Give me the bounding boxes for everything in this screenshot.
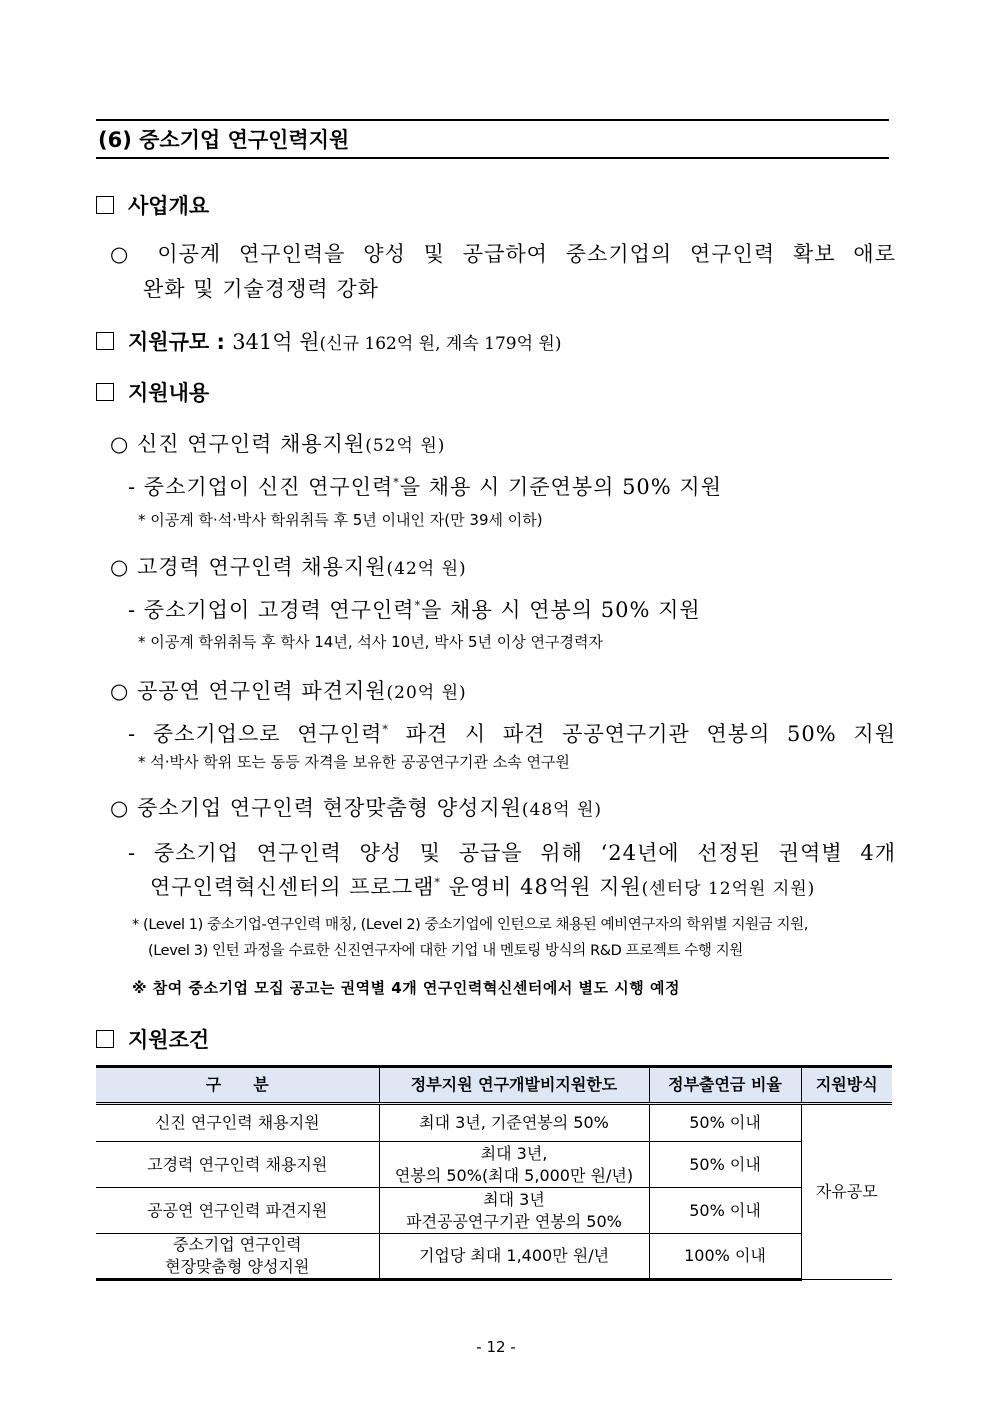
program-title: 공공연 연구인력 파견지원 [137,679,387,703]
desc-text: 중소기업 연구인력 양성 및 공급을 위해 ‘24년에 선정된 권역별 4개 [153,841,896,865]
limit-cell [379,1142,649,1188]
desc-text: 을 채용 시 기준연봉의 50% 지원 [399,475,722,499]
conditions-heading [96,1024,209,1054]
overview-text: 이공계 연구인력을 양성 및 공급하여 중소기업의 연구인력 확보 애로 [157,242,896,266]
category-line: 현장맞춤형 양성지원 [165,1257,310,1276]
title-top-rule [96,119,889,121]
program-item [110,551,467,581]
program-amount: (52억 원) [365,436,446,456]
program-desc [128,837,896,867]
category-cell: 고경력 연구인력 채용지원 [96,1142,379,1188]
circle-bullet-icon: ○ [110,796,130,820]
table-row [96,1188,892,1234]
level-note: * (Level 1) 중소기업-연구인력 매칭, (Level 2) 중소기업에 인턴으로 채용된 예비연구자의 학위별 지원금 지원, [132,917,808,933]
title-bottom-rule [96,157,889,159]
program-note: * 이공계 학위취득 후 학사 14년, 석사 10년, 박사 5년 이상 연구경력자 [138,633,603,651]
heading-text: 지원규모 [128,330,210,354]
limit-cell: 기업당 최대 1,400만 원/년 [379,1234,649,1280]
footnote-mark: * [434,876,441,889]
scale-total: 341억 원 [232,330,320,354]
program-item [110,428,445,458]
recruitment-notice: ※ 참여 중소기업 모집 공고는 권역별 4개 연구인력혁신센터에서 별도 시행 예정 [132,979,680,997]
category-cell [96,1234,379,1280]
table-row [96,1142,892,1188]
overview-bullet [110,238,896,268]
heading-text: 지원조건 [128,1028,210,1052]
program-item [110,792,602,822]
limit-line: 파견공공연구기관 연봉의 50% [406,1211,622,1231]
method-cell: 자유공모 [801,1104,892,1280]
desc-text: 을 채용 시 연봉의 50% 지원 [421,598,701,622]
ratio-cell: 50% 이내 [649,1104,801,1142]
desc-text: (센터당 12억원 지원) [641,879,816,899]
program-item [110,675,467,705]
desc-text: 중소기업이 고경력 연구인력 [143,598,415,622]
program-note: * 이공계 학·석·박사 학위취득 후 5년 이내인 자(만 39세 이하) [138,511,543,529]
circle-bullet-icon: ○ [110,555,130,579]
limit-line: 최대 3년, [480,1143,548,1163]
program-title: 고경력 연구인력 채용지원 [137,555,387,579]
program-desc [128,594,701,624]
desc-text: 연구인력혁신센터의 프로그램 [150,875,435,899]
category-line: 중소기업 연구인력 [172,1235,302,1254]
checkbox-square-icon [96,383,114,401]
limit-line: 연봉의 50%(최대 5,000만 원/년) [394,1165,634,1185]
column-header: 정부지원 연구개발비지원한도 [379,1067,649,1104]
circle-bullet-icon: ○ [110,679,130,703]
heading-text: 사업개요 [128,194,210,218]
column-header: 지원방식 [801,1067,892,1104]
dash-mark: - [128,598,137,622]
separator: : [216,330,225,354]
footnote-mark: * [393,476,400,489]
circle-bullet-icon: ○ [110,432,130,456]
dash-mark: - [128,841,137,865]
content-heading [96,377,209,407]
desc-text: 파견 시 파견 공공연구기관 연봉의 50% 지원 [388,722,896,746]
table-row [96,1104,892,1142]
ratio-cell: 50% 이내 [649,1188,801,1234]
ratio-cell: 100% 이내 [649,1234,801,1280]
ratio-cell: 50% 이내 [649,1142,801,1188]
limit-cell [379,1188,649,1234]
section-title: (6) 중소기업 연구인력지원 [98,128,350,152]
column-header: 구 분 [96,1067,379,1104]
category-cell: 신진 연구인력 채용지원 [96,1104,379,1142]
checkbox-square-icon [96,1030,114,1048]
conditions-table [96,1065,892,1281]
circle-bullet-icon: ○ [110,242,140,266]
category-cell: 공공연 연구인력 파견지원 [96,1188,379,1234]
program-amount: (20억 원) [386,683,467,703]
dash-mark: - [128,475,137,499]
dash-mark: - [128,722,137,746]
scale-detail: (신규 162억 원, 계속 179억 원) [319,334,562,354]
level-note-cont: (Level 3) 인턴 과정을 수료한 신진연구자에 대한 기업 내 멘토링 방식의 R&D 프로젝트 수행 지원 [148,943,743,959]
program-amount: (48억 원) [521,800,603,820]
program-desc [128,718,896,748]
column-header: 정부출연금 비율 [649,1067,801,1104]
program-amount: (42억 원) [386,559,467,579]
page-number: - 12 - [476,1338,516,1356]
program-note: * 석·박사 학위 또는 동등 자격을 보유한 공공연구기관 소속 연구원 [138,753,570,771]
program-desc [128,471,722,501]
table-header-row [96,1067,892,1104]
footnote-mark: * [382,723,389,736]
heading-text: 지원내용 [128,381,210,405]
checkbox-square-icon [96,332,114,350]
desc-text: 중소기업이 신진 연구인력 [143,475,394,499]
limit-line: 최대 3년 [483,1189,545,1209]
desc-text: 운영비 48억원 지원 [440,875,642,899]
checkbox-square-icon [96,196,114,214]
overview-bullet-cont: 완화 및 기술경쟁력 강화 [143,277,379,301]
program-title: 신진 연구인력 채용지원 [137,432,366,456]
overview-heading [96,190,209,220]
table-row [96,1234,892,1280]
limit-cell: 최대 3년, 기준연봉의 50% [379,1104,649,1142]
program-desc-cont [150,871,815,901]
scale-line [96,326,562,356]
desc-text: 중소기업으로 연구인력 [152,722,383,746]
footnote-mark: * [414,599,422,612]
program-title: 중소기업 연구인력 현장맞춤형 양성지원 [137,796,522,820]
